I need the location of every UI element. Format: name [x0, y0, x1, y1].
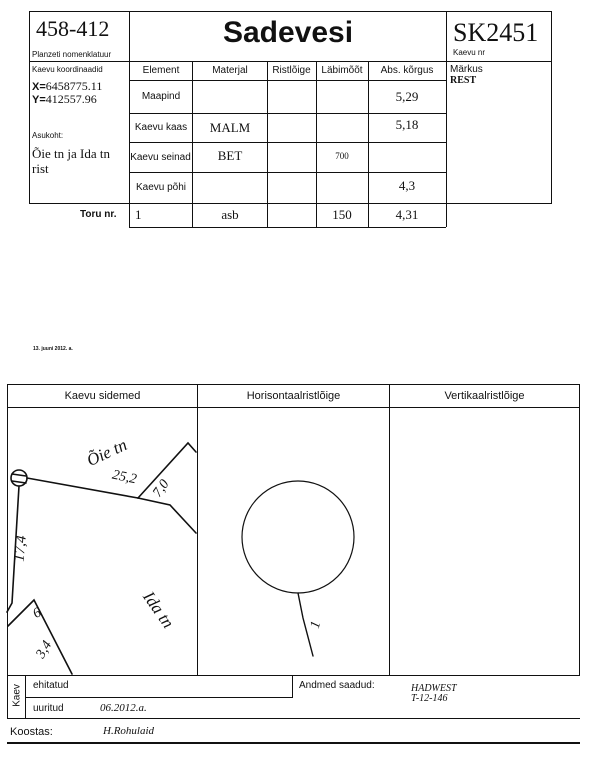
measured-value: 06.2012.a. — [100, 702, 147, 714]
sketch-label-dist1: 25,2 — [110, 467, 138, 488]
remarks-value: REST — [450, 75, 477, 86]
col-title-links: Kaevu sidemed — [64, 390, 141, 402]
x-label: X= — [32, 81, 46, 93]
x-value: 6458775.11 — [45, 79, 103, 93]
row-material: MALM — [209, 120, 251, 135]
col-title-vertical: Vertikaalristlõige — [444, 390, 525, 402]
coords-label: Kaevu koordinaadid — [32, 65, 103, 74]
sketch-label-dist2: 7,0 — [150, 477, 173, 501]
source-value-1: HADWEST — [411, 683, 457, 694]
pipe-height: 4,31 — [395, 207, 419, 222]
row-element: Kaevu põhi — [135, 182, 187, 193]
compiled-value: H.Rohulaid — [103, 725, 155, 737]
source-value-2: T-12-146 — [411, 693, 448, 704]
col-header-cross: Ristlõige — [272, 65, 311, 76]
row-height: 5,29 — [395, 89, 419, 104]
well-number: SK2451 — [453, 18, 539, 47]
pipe-label: Toru nr. — [80, 209, 117, 220]
nomenclature-value: 458-412 — [36, 16, 110, 41]
location-value: Õie tn ja Ida tn rist — [32, 146, 110, 176]
side-label-kaev: Kaev — [11, 684, 23, 707]
row-height: 5,18 — [395, 117, 419, 132]
row-element: Maapind — [141, 91, 181, 102]
horizontal-section-circle — [242, 481, 354, 593]
pipe-number: 1 — [135, 207, 142, 222]
remarks-label: Märkus — [450, 64, 483, 75]
source-label: Andmed saadud: — [299, 680, 375, 691]
row-element: Kaevu seinad — [130, 152, 191, 163]
well-number-caption: Kaevu nr — [453, 48, 486, 57]
y-label: Y= — [32, 94, 46, 106]
sketch-label-street2: Ida tn — [139, 587, 178, 632]
pipe-material: asb — [221, 207, 239, 222]
sketch-label-dist4: 6 — [30, 605, 45, 622]
col-header-element: Element — [142, 65, 180, 76]
page-title: Sadevesi — [222, 16, 354, 49]
sketch-label-dist5: 3,4 — [33, 638, 56, 662]
row-element: Kaevu kaas — [134, 122, 188, 133]
y-value: 412557.96 — [45, 92, 97, 106]
pipe-diameter: 150 — [332, 207, 352, 222]
col-header-material: Materjal — [212, 65, 248, 76]
built-label: ehitatud — [33, 680, 69, 691]
row-height: 4,3 — [398, 178, 416, 193]
col-header-diameter: Läbimõõt — [321, 65, 363, 76]
location-label: Asukoht: — [32, 131, 64, 140]
sketch-label-pipe: 1 — [307, 619, 325, 631]
nomenclature-caption: Planzeti nomenklatuur — [32, 50, 112, 59]
row-material: BET — [217, 148, 243, 163]
col-title-horizontal: Horisontaalristlõige — [246, 390, 341, 402]
row-diameter: 700 — [335, 151, 349, 161]
compiled-label: Koostas: — [10, 726, 53, 738]
date-stamp: 13. juuni 2012. a. — [33, 346, 73, 352]
sketch-label-dist3: 17,4 — [11, 534, 30, 563]
sketch-label-street1: Õie tn — [83, 435, 130, 471]
col-header-height: Abs. kõrgus — [380, 65, 434, 76]
measured-label: uuritud — [33, 703, 64, 714]
